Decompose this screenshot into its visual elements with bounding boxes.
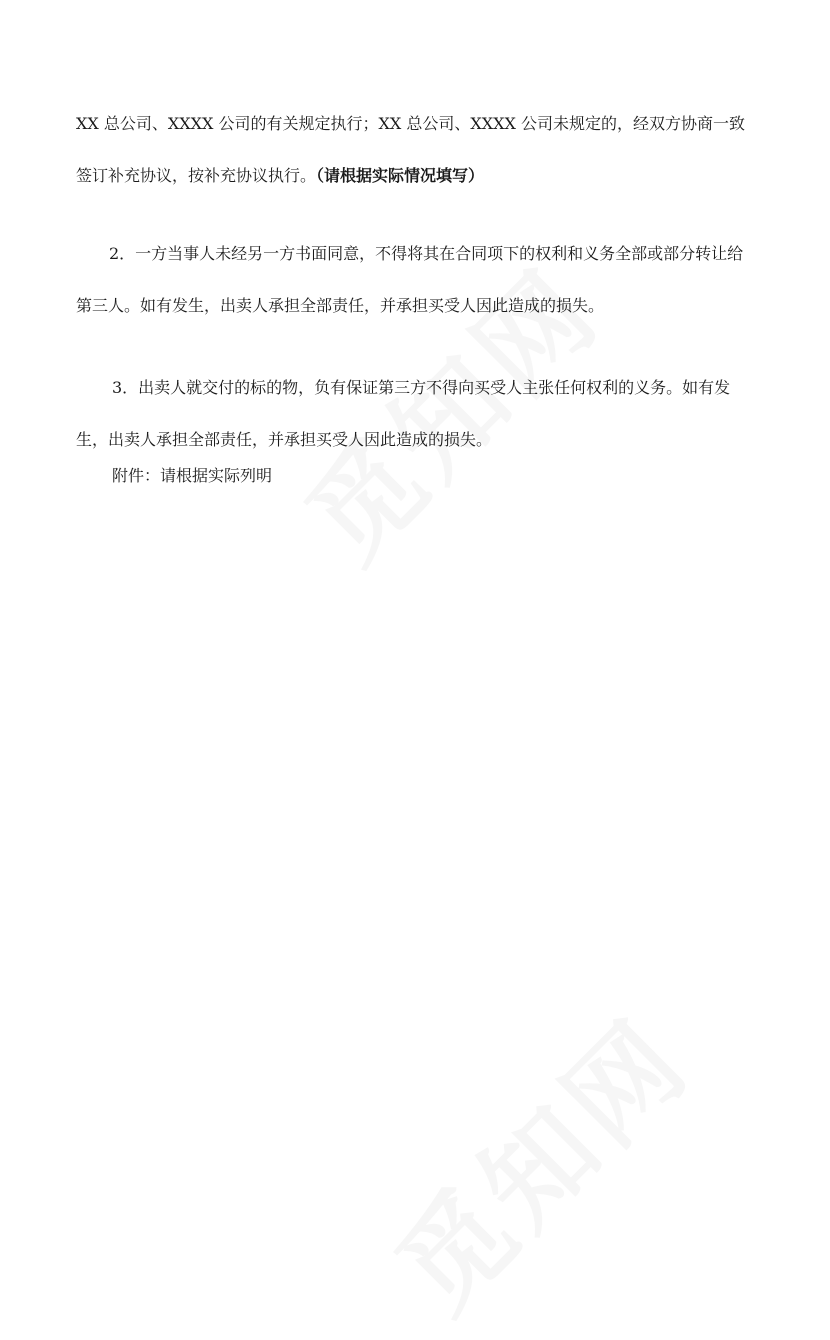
fill-in-note: （请根据实际情况填写）: [316, 166, 485, 185]
paragraph-regulations: [76, 98, 756, 202]
attachment-line: 附件：请根据实际列明: [112, 466, 273, 485]
clause-3: 3．出卖人就交付的标的物，负有保证第三方不得向买受人主张任何权利的义务。如有发生，出卖人承担全部责任，并承担买受人因此造成的损失。: [76, 378, 731, 449]
watermark-logo-bottom: [356, 978, 718, 1340]
clause-2: 2．一方当事人未经另一方书面同意，不得将其在合同项下的权利和义务全部或部分转让给第三人。如有发生，出卖人承担全部责任，并承担买受人因此造成的损失。: [76, 244, 744, 315]
paragraph-regulations-text: XX 总公司、XXXX 公司的有关规定执行；XX 总公司、XXXX 公司未规定的，经双方协商一致签订补充协议，按补充协议执行。: [76, 114, 746, 185]
